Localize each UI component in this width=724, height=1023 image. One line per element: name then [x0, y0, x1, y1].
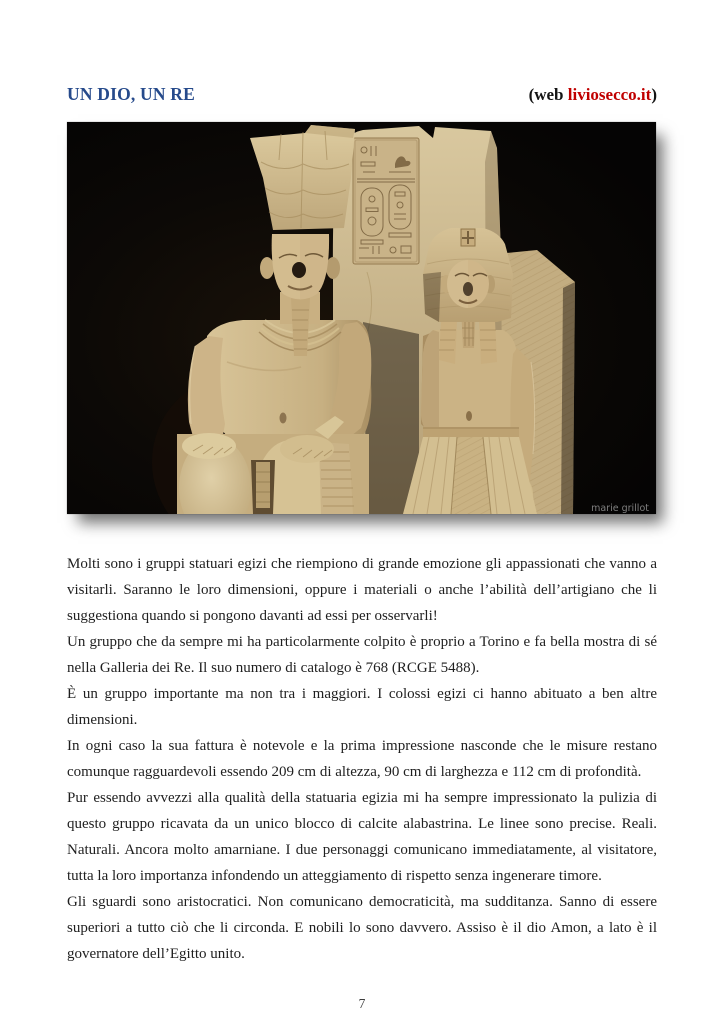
article-body [67, 551, 657, 967]
paragraph: Gli sguardi sono aristocratici. Non comunicano democraticità, ma sudditanza. Sanno di essere superiori a tutto ciò che li circonda. E nobili lo sono davvero. Assiso è il dio Amon, a lato è il governatore dell’Egitto unito. [67, 894, 657, 962]
photo-watermark: marie grillot [591, 503, 649, 514]
paragraph: Molti sono i gruppi statuari egizi che riempiono di grande emozione gli appassionati che vanno a visitarli. Saranno le loro dimensioni, oppure i materiali o anche l’abilità dell’artigiano che li suggestiona quando si pongono davanti ad essi per osservarli! [67, 556, 657, 624]
statue-photo-rendering [67, 122, 656, 514]
page-footer [67, 996, 657, 1012]
paragraph: Pur essendo avvezzi alla qualità della statuaria egizia mi ha sempre impressionato la pulizia di questo gruppo ricavata da un unico blocco di calcite alabastrina. Le linee sono precise. Reali. Naturali. Ancora molto amarniane. I due personaggi comunicano immediatamente, al visitatore, tutta la loro importanza infondendo un atteggiamento di rispetto senza ingenerare timore. [67, 790, 657, 884]
page-number: 7 [358, 996, 366, 1011]
paragraph: È un gruppo importante ma non tra i maggiori. I colossi egizi ci hanno abituato a ben altre dimensioni. [67, 686, 657, 728]
web-reference-suffix: ) [651, 85, 657, 104]
paragraph: In ogni caso la sua fattura è notevole e la prima impressione nasconde che le misure restano comunque ragguardevoli essendo 209 cm di altezza, 90 cm di larghezza e 112 cm di profondità. [67, 738, 657, 780]
web-link[interactable]: liviosecco.it [567, 85, 652, 104]
page-title: UN DIO, UN RE [67, 84, 196, 104]
web-reference [529, 85, 657, 105]
statue-photo [67, 122, 656, 514]
paragraph: Un gruppo che da sempre mi ha particolarmente colpito è proprio a Torino e fa bella mostra di sé nella Galleria dei Re. Il suo numero di catalogo è 768 (RCGE 5488). [67, 634, 657, 676]
page-header [67, 84, 657, 104]
web-reference-prefix: (web [528, 85, 568, 104]
hieroglyph-panel [353, 138, 419, 264]
